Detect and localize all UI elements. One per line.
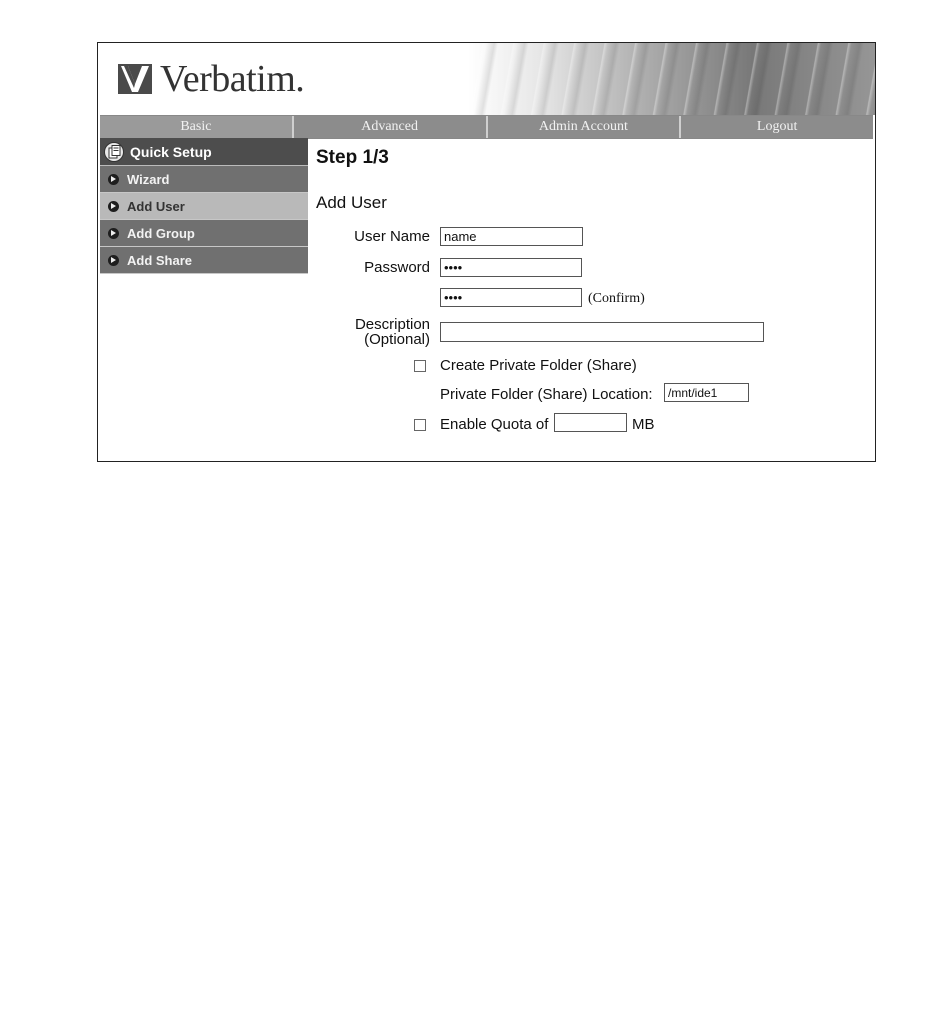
description-label [316,317,430,347]
sidebar-item-wizard[interactable] [100,166,308,193]
description-label-line-2: (Optional) [364,331,430,348]
username-label: User Name [354,228,430,245]
chevron-right-icon [108,255,119,266]
quick-setup-icon [104,142,124,162]
sidebar-item-add-group[interactable] [100,220,308,247]
main-nav-tabs [100,115,873,139]
main-content [316,147,866,433]
quota-input[interactable] [554,413,627,432]
username-input[interactable] [440,227,583,246]
chevron-right-icon [108,228,119,239]
sidebar [100,138,308,274]
description-input[interactable] [440,322,764,342]
private-folder-location-input[interactable] [664,383,749,402]
sidebar-header-quick-setup[interactable] [100,138,308,166]
sidebar-header-label: Quick Setup [130,143,212,160]
app-frame [97,42,876,462]
tab-advanced[interactable]: Advanced [294,116,488,138]
enable-quota-label: Enable Quota of [440,416,549,433]
verbatim-v-icon [118,64,152,94]
description-label-line-1: Description [354,316,430,333]
password-input[interactable] [440,258,582,277]
chevron-right-icon [108,174,119,185]
step-title: Step 1/3 [316,147,389,168]
sidebar-item-add-share[interactable] [100,247,308,274]
confirm-label: (Confirm) [588,291,645,306]
tab-admin-account[interactable]: Admin Account [488,116,682,138]
chevron-right-icon [108,201,119,212]
create-private-folder-checkbox[interactable] [414,360,426,372]
sidebar-item-add-user[interactable] [100,193,308,220]
create-private-folder-label: Create Private Folder (Share) [440,357,637,374]
tab-basic[interactable]: Basic [100,116,294,138]
tab-logout[interactable]: Logout [681,116,873,138]
enable-quota-checkbox[interactable] [414,419,426,431]
sidebar-item-label: Wizard [127,171,170,187]
password-label: Password [364,259,430,276]
brand-name: Verbatim. [160,58,305,100]
sidebar-item-label: Add User [127,198,185,214]
verbatim-logo [118,59,304,99]
section-title: Add User [316,193,387,212]
private-folder-location-label: Private Folder (Share) Location: [440,386,653,403]
header [98,43,875,115]
header-banner-art [468,43,875,115]
quota-unit-label: MB [632,416,655,433]
sidebar-item-label: Add Share [127,252,193,268]
sidebar-item-label: Add Group [127,225,195,241]
confirm-password-input[interactable] [440,288,582,307]
